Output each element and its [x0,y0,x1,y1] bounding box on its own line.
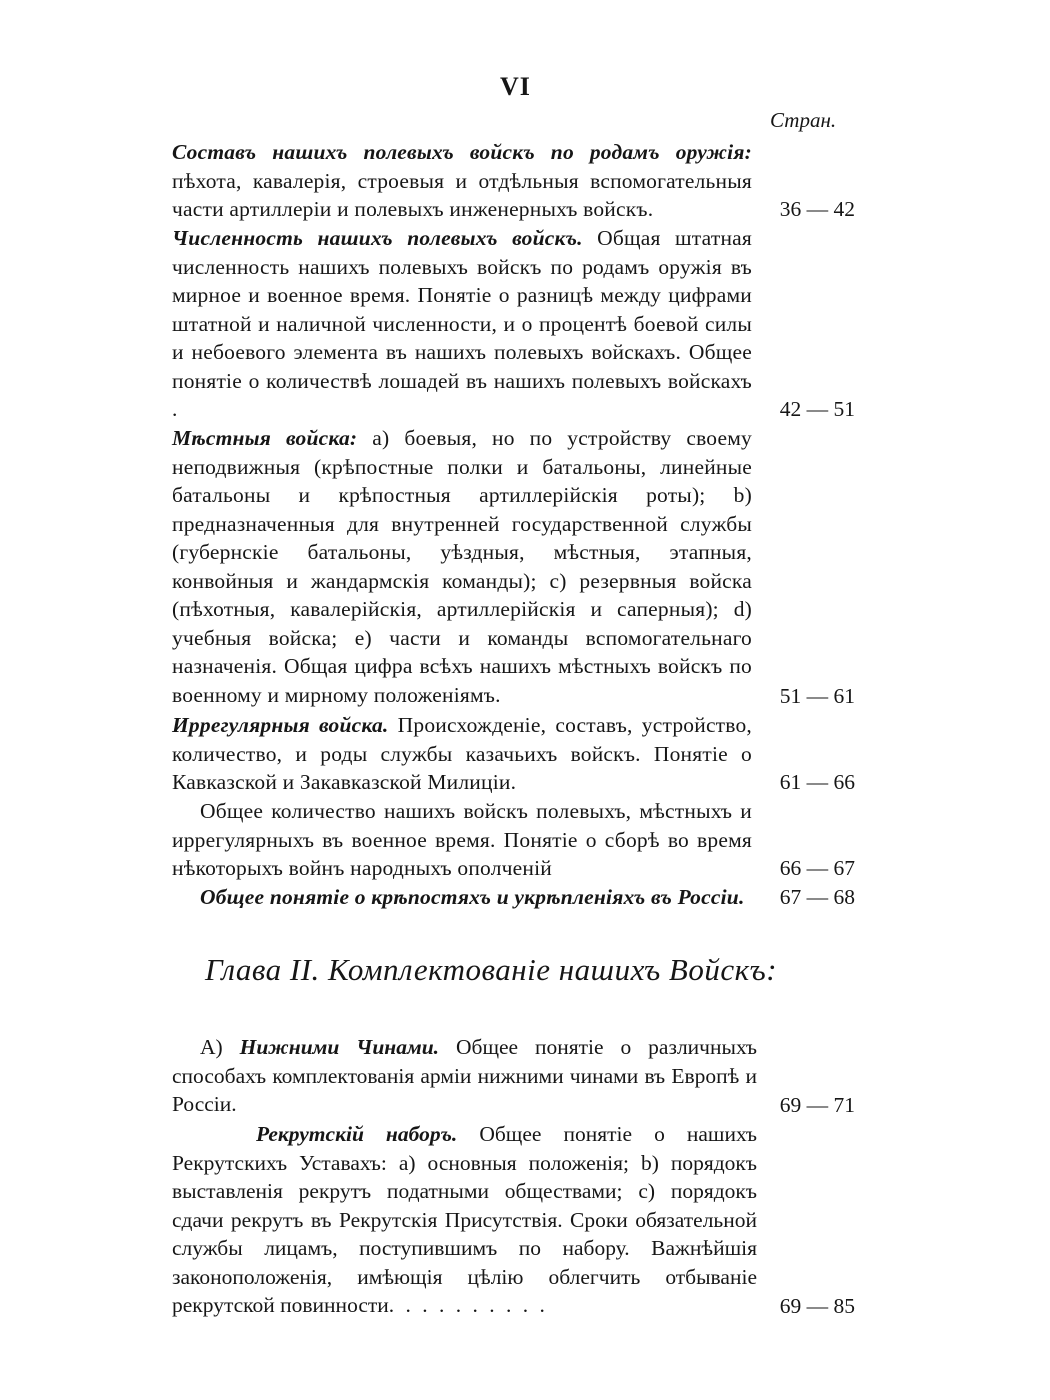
section-description: Общее понятіе о различныхъ способахъ комплектованія арміи нижними чинами въ Европѣ и Россіи. [172,1035,757,1116]
entry-title: Численность нашихъ полевыхъ войскъ. [172,226,583,250]
entry-page-range: 67 — 68 [779,885,855,909]
page-number: VI [500,72,531,101]
chapter-heading: Глава II. Комплектованіе нашихъ Войскъ: [205,952,778,987]
entry-description: а) боевыя, но по устройству своему неподвижныя (крѣпостные полки и батальоны, линейные батальоны и крѣпостныя артиллерійскія роты); b) предназначенныя для внутренней государственной службы (губернскіе батальоны, уѣздныя, мѣстныя, этапныя, конвойныя и жандармскія команды); c) резервныя войска (пѣхотныя, кавалерійскія, артиллерійскія и саперныя); d) учебныя войска; e) части и команды вспомогательнаго назначенія. Общая цифра всѣхъ нашихъ мѣстныхъ войскъ по военному и мирному положеніямъ. [172,426,753,707]
entry-page-range: 66 — 67 [779,856,855,880]
section-label: А) [200,1035,240,1059]
toc-entry-fortresses [172,883,752,912]
toc-subsection-recruitment [172,1120,757,1320]
toc-entry-local-troops [172,424,752,709]
entry-description: Происхожденіе, составъ, устройство, количество, и роды службы казачьихъ войскъ. Понятіе о Кавказской и Закавказской Милиціи. [172,713,753,794]
section-page-range: 69 — 71 [779,1093,855,1117]
toc-entry-irregular-troops [172,711,752,797]
entry-title: Иррегулярныя войска. [172,713,389,737]
entry-title: Мѣстныя войска: [172,426,358,450]
entry-page-range: 36 — 42 [779,197,855,221]
section-title: Нижними Чинами. [239,1035,440,1059]
subsection-description: Общее понятіе о нашихъ Рекрутскихъ Уставахъ: а) основныя положенія; b) порядокъ выставленія рекрутъ податными обществами; c) порядокъ сдачи рекрутъ въ Рекрутскія Присутствія. Сроки обязательной службы лицамъ, поступившимъ по набору. Важнѣйшія законоположенія, имѣющія цѣлію облегчить отбываніе рекрутской повинности [172,1122,758,1317]
entry-page-range: 61 — 66 [779,770,855,794]
entry-description: пѣхота, кавалерія, строевыя и отдѣльныя вспомогательныя части артиллеріи и полевыхъ инженерныхъ войскъ. [172,168,752,221]
toc-section-lower-ranks [172,1033,757,1119]
entry-description: Общая штатная численность нашихъ полевыхъ войскъ по родамъ оружія въ мирное и военное время. Понятіе о разницѣ между цифрами штатной и наличной численности, и о процентѣ боевой силы и небоевого элемента въ нашихъ полевыхъ войскахъ. Общее понятіе о количествѣ лошадей въ нашихъ полевыхъ войскахъ . [172,226,752,421]
toc-entry-field-force-composition [172,138,752,224]
entry-title: Общее понятіе о крѣпостяхъ и укрѣпленіяхъ въ Россіи. [200,885,745,909]
entry-page-range: 42 — 51 [779,397,855,421]
toc-entry-total-troops [172,797,752,883]
subsection-title: Рекрутскій наборъ. [256,1122,458,1146]
pages-column-header: Стран. [770,108,837,132]
entry-page-range: 51 — 61 [779,684,855,708]
entry-title: Составъ нашихъ полевыхъ войскъ по родамъ оружія: [172,140,752,164]
subsection-page-range: 69 — 85 [779,1294,855,1318]
toc-entry-field-force-strength [172,224,752,424]
leader-dots: . . . . . . . . . . [388,1293,548,1317]
entry-description: Общее количество нашихъ войскъ полевыхъ, мѣстныхъ и иррегулярныхъ въ военное время. Понятіе о сборѣ во время нѣкоторыхъ войнъ народныхъ ополченій [172,799,752,880]
